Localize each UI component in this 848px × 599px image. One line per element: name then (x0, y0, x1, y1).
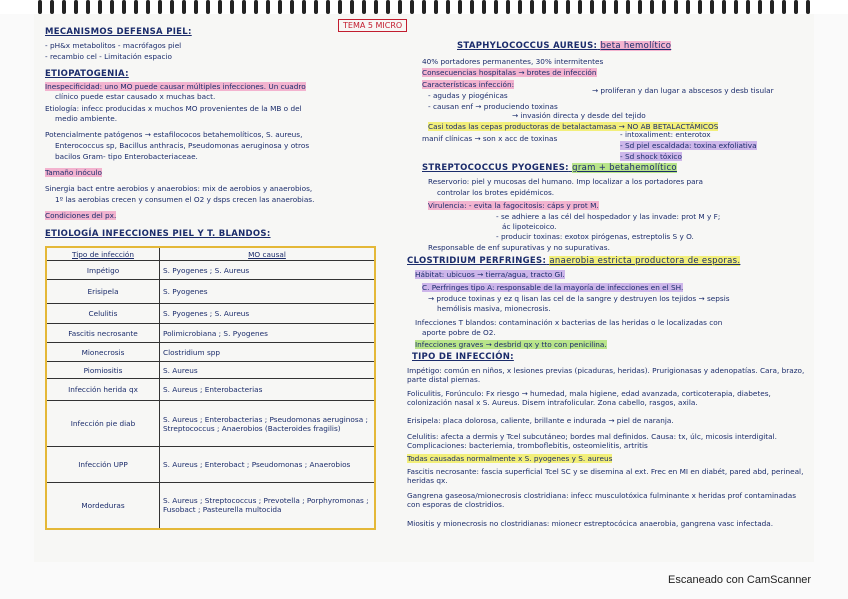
binding-ring (722, 0, 726, 14)
table-row (46, 483, 375, 529)
infeccion-fascitis: Fascitis necrosante: fascia superficial Tcel SC y se disemina al ext. Frec en MI en diabét, pared abd, perineal, heridas qx. (407, 467, 804, 485)
cell-mo: S. Aureus (160, 362, 376, 379)
heading-clostridium: CLOSTRIDIUM PERFRINGES: anaerobia estricta productora de esporas. (407, 256, 741, 266)
binding-ring (194, 0, 198, 14)
binding-ring (578, 0, 582, 14)
binding-ring (266, 0, 270, 14)
table-row (46, 401, 375, 447)
cell-mo: S. Pyogenes ; S. Aureus (160, 261, 376, 280)
binding-ring (806, 0, 810, 14)
binding-ring (398, 0, 402, 14)
binding-ring (566, 0, 570, 14)
binding-ring (530, 0, 534, 14)
clos-line-3: → produce toxinas y ez q lisan las cel de la sangre y destruyen los tejidos → sepsis (428, 294, 730, 303)
staph-line-2: Consecuencias hospitalas → brotes de infección (422, 68, 597, 77)
cell-infeccion: Infección pie diab (46, 401, 160, 447)
topic-label: TEMA 5 MICRO (338, 19, 407, 32)
staph-line-11: - Sd piel escaldada: toxina exfoliativa (620, 141, 757, 150)
etio-line-6: Enterococcus sp, Bacillus anthracis, Pseudomonas aeruginosa y otros (55, 141, 310, 150)
binding-ring (74, 0, 78, 14)
clos-line-6: aporte pobre de O2. (422, 328, 496, 337)
binding-ring (506, 0, 510, 14)
heading-tipo-infeccion: TIPO DE INFECCIÓN: (412, 352, 514, 362)
clos-line-2: C. Perfringes tipo A: responsable de la mayoría de infecciones en el SH. (422, 283, 684, 292)
binding-ring (50, 0, 54, 14)
binding-ring (290, 0, 294, 14)
heading-strep: STREPTOCOCCUS PYOGENES: gram + betahemolítico (422, 163, 677, 173)
binding-ring (350, 0, 354, 14)
cell-mo: S. Pyogenes (160, 280, 376, 304)
binding-ring (158, 0, 162, 14)
binding-ring (434, 0, 438, 14)
binding-ring (326, 0, 330, 14)
heading-mecanismos: MECANISMOS DEFENSA PIEL: (45, 27, 192, 37)
table-row (46, 324, 375, 343)
table-row (46, 280, 375, 304)
strep-line-3: Virulencia: - evita la fagocitosis: cáps y prot M. (428, 201, 599, 210)
cell-infeccion: Mionecrosis (46, 343, 160, 362)
binding-ring (110, 0, 114, 14)
staph-line-8: Casi todas las cepas productoras de betalactamasa → NO AB BETALACTÁMICOS (428, 122, 719, 131)
binding-ring (182, 0, 186, 14)
binding-ring (614, 0, 618, 14)
binding-ring (242, 0, 246, 14)
binding-ring (602, 0, 606, 14)
etio-line-5: Potencialmente patógenos → estafilococos betahemolíticos, S. aureus, (45, 130, 303, 139)
etio-line-9: Sinergia bact entre aerobios y anaerobios: mix de aerobios y anaerobios, (45, 184, 313, 193)
etio-line-1: Inespecificidad: uno MO puede causar múltiples infecciones. Un cuadro (45, 82, 306, 91)
binding-ring (38, 0, 42, 14)
clos-line-1: Hábitat: ubicuos → tierra/agua, tracto GI. (415, 270, 565, 279)
binding-ring (590, 0, 594, 14)
binding-ring (362, 0, 366, 14)
staph-line-6: - causan enf → produciendo toxinas (428, 102, 558, 111)
binding-ring (302, 0, 306, 14)
infeccion-celulitis: Celulitis: afecta a dermis y Tcel subcutáneo; bordes mal definidos. Causa: tx, úlc, micosis interdigital. Complicaciones: bacteriemia, tromboflebitis, osteomielitis, artritis (407, 432, 777, 450)
binding-ring (314, 0, 318, 14)
binding-ring (710, 0, 714, 14)
cell-mo: S. Aureus ; Enterobacterias ; Pseudomonas aeruginosa ; Streptococcus ; Anaerobios (Bacteroides fragilis) (160, 401, 376, 447)
etio-line-8: Tamaño inóculo (45, 168, 102, 177)
infeccion-gangrena: Gangrena gaseosa/mionecrosis clostridiana: infecc musculotóxica fulminante x heridas prof contaminadas con esporas de clostridios. (407, 491, 797, 509)
cell-infeccion: Fascitis necrosante (46, 324, 160, 343)
staph-line-4: - agudas y piogénicas (428, 91, 508, 100)
infeccion-causadas: Todas causadas normalmente x S. pyogenes y S. aureus (407, 454, 613, 463)
strep-line-7: Responsable de enf supurativas y no supurativas. (428, 243, 610, 252)
table-row (46, 379, 375, 401)
binding-ring (134, 0, 138, 14)
binding-ring (338, 0, 342, 14)
etio-line-2: clínico puede estar causado x muchas bact. (55, 92, 216, 101)
binding-ring (794, 0, 798, 14)
binding-ring (62, 0, 66, 14)
cell-infeccion: Impétigo (46, 261, 160, 280)
heading-etiopatogenia: ETIOPATOGENIA: (45, 69, 129, 79)
binding-ring (254, 0, 258, 14)
infeccion-erisipela: Erisipela: placa dolorosa, caliente, brillante e indurada → piel de naranja. (407, 416, 674, 425)
heading-etiologia: ETIOLOGÍA INFECCIONES PIEL Y T. BLANDOS: (45, 229, 271, 239)
cell-infeccion: Piomiositis (46, 362, 160, 379)
etio-line-4: medio ambiente. (55, 114, 118, 123)
binding-ring (542, 0, 546, 14)
infeccion-miositis: Miositis y mionecrosis no clostridianas: mionecr estreptocócica anaerobia, gangrena vasc infectada. (407, 519, 774, 528)
etio-line-11: Condiciones del px. (45, 211, 117, 220)
binding-ring (410, 0, 414, 14)
binding-ring (230, 0, 234, 14)
binding-ring (470, 0, 474, 14)
binding-ring (98, 0, 102, 14)
cell-mo: S. Pyogenes ; S. Aureus (160, 304, 376, 324)
header-tipo: Tipo de infección (46, 247, 160, 261)
cell-mo: S. Aureus ; Enterobacterias (160, 379, 376, 401)
staph-line-1: 40% portadores permanentes, 30% intermitentes (422, 57, 604, 66)
binding-ring (482, 0, 486, 14)
cell-infeccion: Infección herida qx (46, 379, 160, 401)
cell-mo: Polimicrobiana ; S. Pyogenes (160, 324, 376, 343)
staph-tag: beta hemolítico (600, 41, 672, 51)
binding-ring (206, 0, 210, 14)
binding-ring (122, 0, 126, 14)
binding-ring (374, 0, 378, 14)
strep-line-6: - producir toxinas: exotox pirógenas, estreptolis S y O. (496, 232, 694, 241)
clos-line-5: Infecciones T blandos: contaminación x bacterias de las heridas o le localizadas con (415, 318, 723, 327)
binding-ring (782, 0, 786, 14)
binding-ring (146, 0, 150, 14)
heading-staph: STAPHYLOCOCCUS AUREUS: beta hemolítico (457, 41, 672, 51)
cell-mo: S. Aureus ; Streptococcus ; Prevotella ; Porphyromonas ; Fusobact ; Pasteurella multocida (160, 483, 376, 529)
table-row (46, 304, 375, 324)
binding-ring (638, 0, 642, 14)
mecanismos-line-2: - recambio cel - Limitación espacio (45, 52, 173, 61)
binding-ring (446, 0, 450, 14)
table-header-row (46, 247, 375, 261)
binding-ring (686, 0, 690, 14)
table-row (46, 261, 375, 280)
binding-ring (518, 0, 522, 14)
strep-line-5: ác lipoteicoico. (502, 222, 557, 231)
cell-infeccion: Infección UPP (46, 447, 160, 483)
table-row (46, 447, 375, 483)
etio-line-10: 1º las aerobias crecen y consumen el O2 y dsps crecen las anaerobias. (55, 195, 315, 204)
binding-ring (758, 0, 762, 14)
etiology-table (45, 246, 376, 530)
binding-ring (494, 0, 498, 14)
clostridium-tag: anaerobia estricta productora de esporas. (549, 256, 741, 266)
binding-ring (698, 0, 702, 14)
strep-line-2: controlar los brotes epidémicos. (437, 188, 555, 197)
header-mo: MO causal (160, 247, 376, 261)
infeccion-impetigo: Impétigo: común en niños, x lesiones previas (picaduras, heridas). Prurigionasas y adenopatías. Cara, brazo, parte distal piernas. (407, 366, 805, 384)
cell-infeccion: Erisipela (46, 280, 160, 304)
table-row (46, 343, 375, 362)
strep-tag: gram + betahemolítico (572, 163, 677, 173)
binding-ring (734, 0, 738, 14)
strep-line-1: Reservorio: piel y mucosas del humano. Imp localizar a los portadores para (428, 177, 704, 186)
staph-line-3: Características infección: (422, 80, 515, 89)
etio-line-7: bacilos Gram- tipo Enterobacteriaceae. (55, 152, 198, 161)
binding-ring (458, 0, 462, 14)
binding-ring (770, 0, 774, 14)
binding-ring (650, 0, 654, 14)
binding-ring (674, 0, 678, 14)
cell-mo: S. Aureus ; Enterobact ; Pseudomonas ; Anaerobios (160, 447, 376, 483)
binding-ring (554, 0, 558, 14)
binding-ring (386, 0, 390, 14)
cell-infeccion: Mordeduras (46, 483, 160, 529)
clos-line-7: Infecciones graves → desbrid qx y tto con penicilina. (415, 340, 607, 349)
clos-line-4: hemólisis masiva, mionecrosis. (437, 304, 551, 313)
binding-ring (86, 0, 90, 14)
cell-infeccion: Celulitis (46, 304, 160, 324)
binding-ring (662, 0, 666, 14)
strep-line-4: - se adhiere a las cél del hospedador y las invade: prot M y F; (496, 212, 721, 221)
staph-line-5: → proliferan y dan lugar a abscesos y desb tisular (592, 86, 774, 95)
staph-line-12: - Sd shock tóxico (620, 152, 682, 161)
spiral-binding (0, 0, 848, 14)
staph-line-10: - intoxaliment: enterotox (620, 130, 711, 139)
staph-line-9: manif clínicas → son x acc de toxinas (422, 134, 558, 143)
etio-line-3: Etiología: infecc producidas x muchos MO provenientes de la MB o del (45, 104, 302, 113)
binding-ring (746, 0, 750, 14)
binding-ring (422, 0, 426, 14)
binding-ring (626, 0, 630, 14)
binding-ring (170, 0, 174, 14)
binding-ring (218, 0, 222, 14)
mecanismos-line-1: - pH&x metabolitos - macrófagos piel (45, 41, 182, 50)
binding-ring (278, 0, 282, 14)
scanner-watermark: Escaneado con CamScanner (668, 574, 812, 586)
infeccion-foliculitis: Foliculitis, Forúnculo: Fx riesgo → humedad, mala higiene, edad avanzada, corticoterapia, diabetes, colonización nasal x S. Aureus. Disem intrafolicular. Zona cabello, rasgos, axila. (407, 389, 771, 407)
table-row (46, 362, 375, 379)
cell-mo: Clostridium spp (160, 343, 376, 362)
staph-line-7: → invasión directa y desde del tejido (512, 111, 646, 120)
